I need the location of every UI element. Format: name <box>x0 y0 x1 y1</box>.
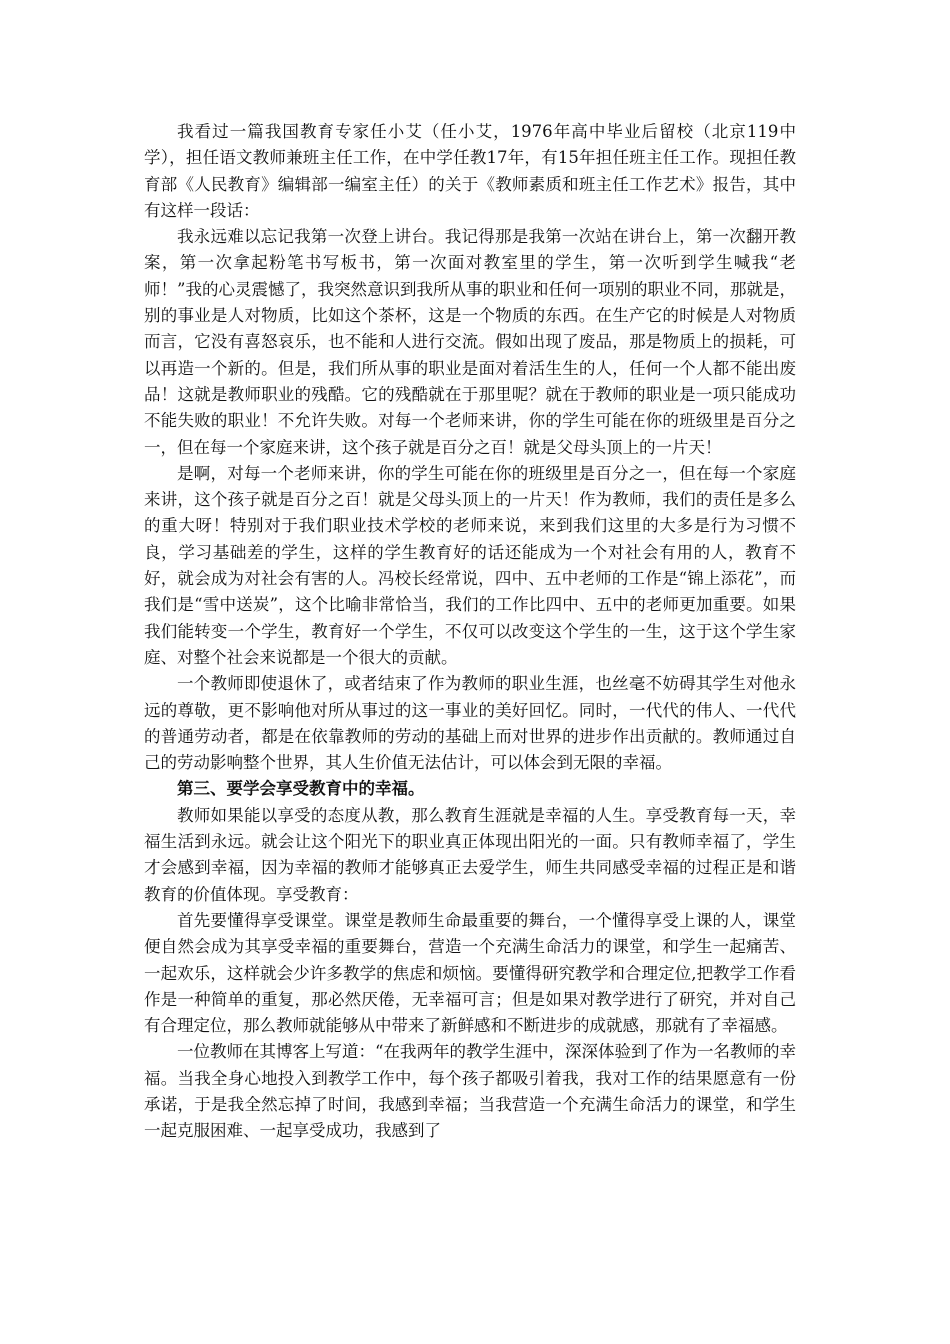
paragraph-5: 教师如果能以享受的态度从教，那么教育生涯就是幸福的人生。享受教育每一天，幸福生活到永远。就会让这个阳光下的职业真正体现出阳光的一面。只有教师幸福了，学生才会感到幸福，因为幸福的教师才能够真正去爱学生，师生共同感受幸福的过程正是和谐教育的价值体现。享受教育： <box>144 805 796 904</box>
paragraph-3: 是啊，对每一个老师来讲，你的学生可能在你的班级里是百分之一，但在每一个家庭来讲，这个孩子就是百分之百！就是父母头顶上的一片天！作为教师，我们的责任是多么的重大呀！特别对于我们职业技术学校的老师来说，来到我们这里的大多是行为习惯不良，学习基础差的学生，这样的学生教育好的话还能成为一个对社会有用的人，教育不好，就会成为对社会有害的人。冯校长经常说，四中、五中老师的工作是“锦上添花”，而我们是“雪中送炭”，这个比喻非常恰当，我们的工作比四中、五中的老师更加重要。如果我们能转变一个学生，教育好一个学生，不仅可以改变这个学生的一生，这于这个学生家庭、对整个社会来说都是一个很大的贡献。 <box>144 463 796 667</box>
paragraph-6: 首先要懂得享受课堂。课堂是教师生命最重要的舞台，一个懂得享受上课的人，课堂便自然会成为其享受幸福的重要舞台，营造一个充满生命活力的课堂，和学生一起痛苦、一起欢乐，这样就会少许多教学的焦虑和烦恼。要懂得研究教学和合理定位,把教学工作看作是一种简单的重复，那必然厌倦，无幸福可言；但是如果对教学进行了研究，并对自己有合理定位，那么教师就能够从中带来了新鲜感和不断进步的成就感，那就有了幸福感。 <box>144 910 796 1036</box>
paragraph-7: 一位教师在其博客上写道：“在我两年的教学生涯中，深深体验到了作为一名教师的幸福。当我全身心地投入到教学工作中，每个孩子都吸引着我，我对工作的结果愿意有一份承诺，于是我全然忘掉了时间，我感到幸福；当我营造一个充满生命活力的课堂，和学生一起克服困难、一起享受成功，我感到了 <box>144 1042 796 1141</box>
paragraph-2-quote: 我永远难以忘记我第一次登上讲台。我记得那是我第一次站在讲台上，第一次翻开教案，第一次拿起粉笔书写板书，第一次面对教室里的学生，第一次听到学生喊我“老师！”我的心灵震憾了，我突然意识到我所从事的职业和任何一项别的职业不同，那就是，别的事业是人对物质，比如这个茶杯，这是一个物质的东西。在生产它的时候是人对物质而言，它没有喜怒哀乐，也不能和人进行交流。假如出现了废品，那是物质上的损耗，可以再造一个新的。但是，我们所从事的职业是面对着活生生的人，任何一个人都不能出废品！这就是教师职业的残酷。它的残酷就在于那里呢？就在于教师的职业是一项只能成功不能失败的职业！不允许失败。对每一个老师来讲，你的学生可能在你的班级里是百分之一，但在每一个家庭来讲，这个孩子就是百分之百！就是父母头顶上的一片天！ <box>144 227 796 457</box>
section-heading: 第三、要学会享受教育中的幸福。 <box>177 779 425 799</box>
paragraph-4: 一个教师即使退休了，或者结束了作为教师的职业生涯，也丝毫不妨碍其学生对他永远的尊敬，更不影响他对所从事过的这一事业的美好回忆。同时，一代代的伟人、一代代的普通劳动者，都是在依靠教师的劳动的基础上而对世界的进步作出贡献的。教师通过自己的劳动影响整个世界，其人生价值无法估计，可以体会到无限的幸福。 <box>144 674 796 773</box>
document-page <box>144 119 796 1145</box>
paragraph-1: 我看过一篇我国教育专家任小艾（任小艾，1976年高中毕业后留校（北京119中学），担任语文教师兼班主任工作，在中学任教17年，有15年担任班主任工作。现担任教育部《人民教育》编辑部一编室主任）的关于《教师素质和班主任工作艺术》报告，其中有这样一段话： <box>144 122 796 220</box>
